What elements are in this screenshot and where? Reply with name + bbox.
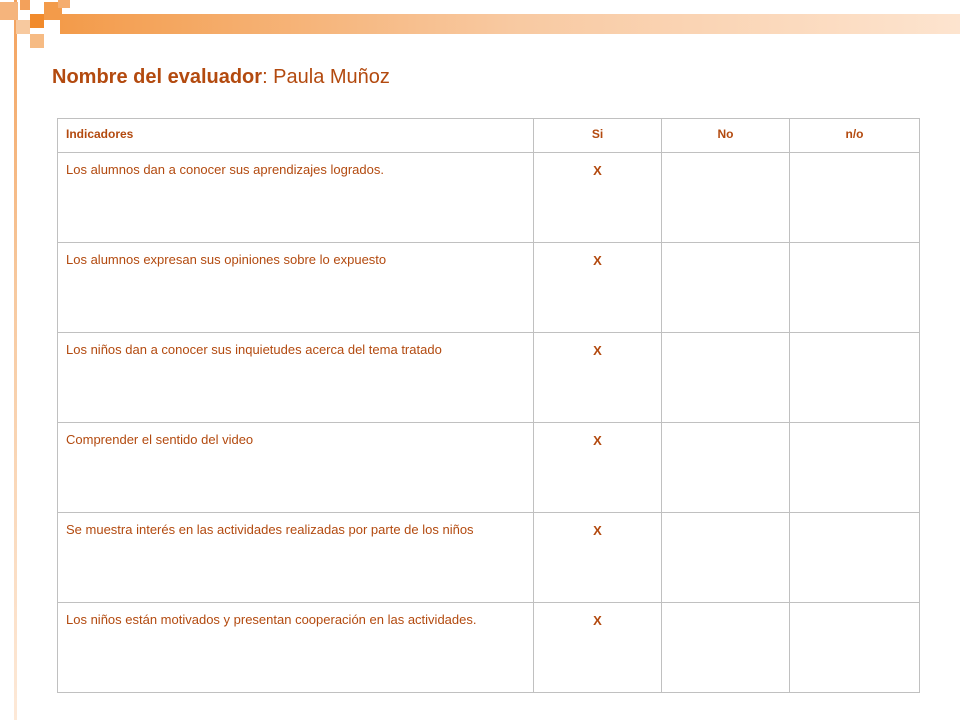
no-observado-cell <box>790 423 920 513</box>
evaluator-name: : Paula Muñoz <box>262 66 390 88</box>
column-header-no: No <box>662 119 790 153</box>
si-cell <box>534 333 662 423</box>
mark-text: X <box>593 613 602 628</box>
indicator-cell <box>58 513 534 603</box>
column-header-no-observado: n/o <box>790 119 920 153</box>
no-cell <box>662 513 790 603</box>
indicator-cell <box>58 603 534 693</box>
mark-text: X <box>593 163 602 178</box>
table-row <box>58 513 920 603</box>
decorative-square <box>0 2 18 20</box>
indicator-cell <box>58 153 534 243</box>
decorative-square <box>30 34 44 48</box>
no-cell <box>662 243 790 333</box>
indicator-text: Los alumnos dan a conocer sus aprendizajes logrados. <box>66 162 384 177</box>
no-observado-cell <box>790 513 920 603</box>
mark-text: X <box>593 523 602 538</box>
indicator-text: Los niños dan a conocer sus inquietudes acerca del tema tratado <box>66 342 442 357</box>
mark-text: X <box>593 253 602 268</box>
table-row <box>58 603 920 693</box>
no-observado-cell <box>790 243 920 333</box>
decorative-horizontal-bar <box>60 14 960 34</box>
decorative-vertical-bar <box>14 0 17 720</box>
decorative-square <box>20 0 30 10</box>
no-cell <box>662 603 790 693</box>
column-header-si: Si <box>534 119 662 153</box>
si-cell <box>534 153 662 243</box>
indicator-text: Comprender el sentido del video <box>66 432 254 447</box>
table-row <box>58 423 920 513</box>
table-row <box>58 153 920 243</box>
si-cell <box>534 423 662 513</box>
decorative-square <box>30 14 44 28</box>
evaluation-table <box>57 118 920 693</box>
si-cell <box>534 243 662 333</box>
table-header-row <box>58 119 920 153</box>
evaluator-label: Nombre del evaluador <box>52 66 263 88</box>
no-observado-cell <box>790 333 920 423</box>
mark-text: X <box>593 343 602 358</box>
decorative-square <box>58 0 70 8</box>
indicator-text: Se muestra interés en las actividades realizadas por parte de los niños <box>66 522 474 537</box>
mark-text: X <box>593 433 602 448</box>
si-cell <box>534 513 662 603</box>
no-cell <box>662 423 790 513</box>
column-header-indicators: Indicadores <box>58 119 534 153</box>
indicator-text: Los alumnos expresan sus opiniones sobre lo expuesto <box>66 252 387 267</box>
no-cell <box>662 333 790 423</box>
table-row <box>58 333 920 423</box>
si-cell <box>534 603 662 693</box>
indicator-text: Los niños están motivados y presentan cooperación en las actividades. <box>66 612 477 627</box>
no-cell <box>662 153 790 243</box>
decorative-square <box>16 20 30 34</box>
no-observado-cell <box>790 603 920 693</box>
page-title <box>52 66 390 89</box>
indicator-cell <box>58 333 534 423</box>
table-row <box>58 243 920 333</box>
no-observado-cell <box>790 153 920 243</box>
indicator-cell <box>58 423 534 513</box>
indicator-cell <box>58 243 534 333</box>
